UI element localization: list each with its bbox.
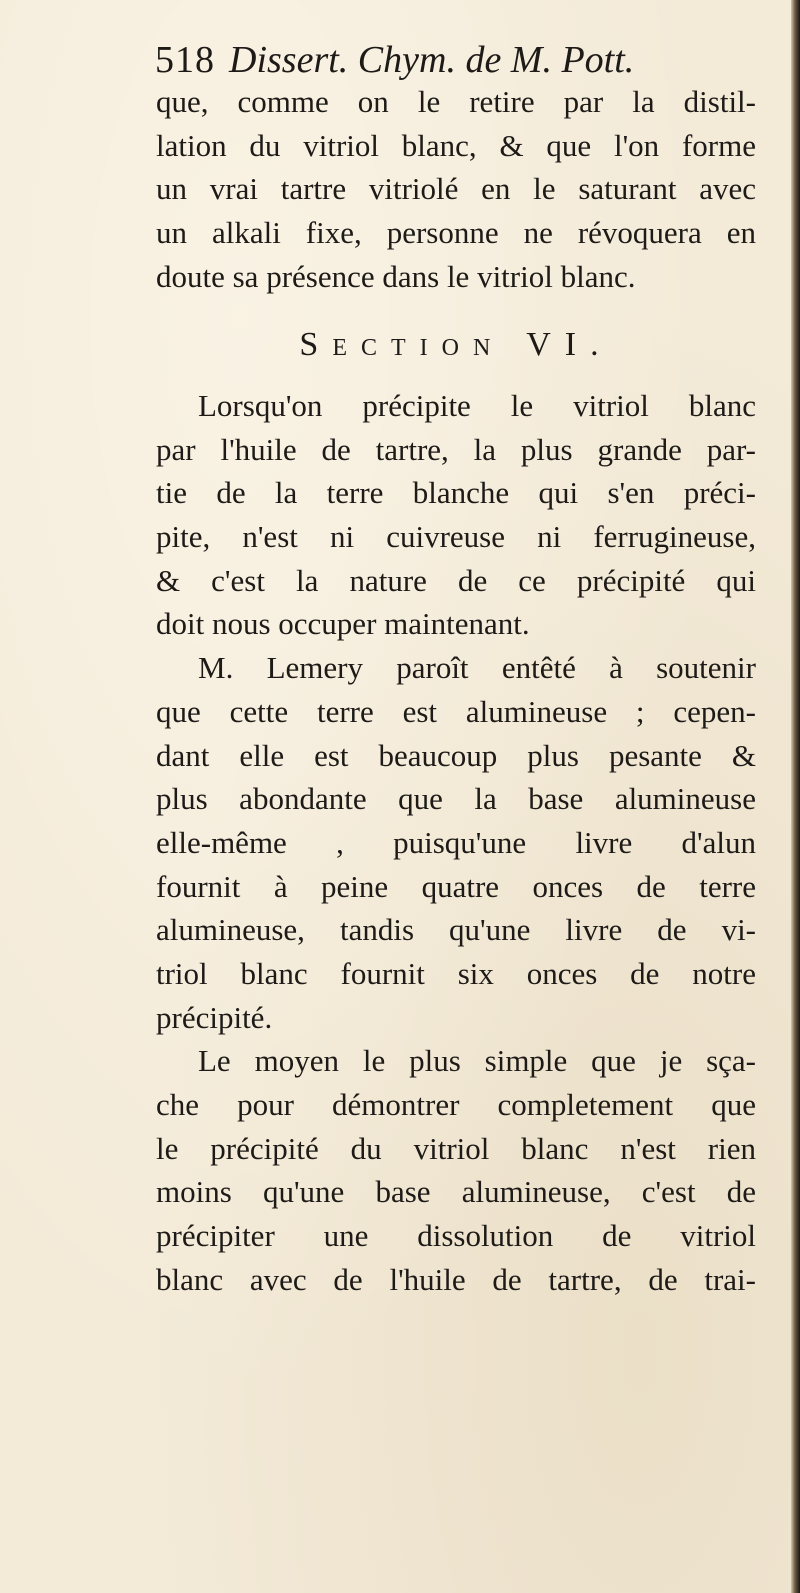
- page-number: 518: [155, 39, 215, 81]
- text-line: tie de la terre blanche qui s'en préci-: [156, 475, 756, 511]
- paragraph-continued: [156, 80, 756, 298]
- section-body: [156, 384, 756, 1301]
- text-line: moins qu'une base alumineuse, c'est de: [156, 1174, 756, 1210]
- text-line: lation du vitriol blanc, & que l'on forme: [156, 127, 756, 163]
- text-line: le précipité du vitriol blanc n'est rien: [156, 1130, 756, 1166]
- text-line: un vrai tartre vitriolé en le saturant avec: [156, 171, 756, 207]
- text-line: que, comme on le retire par la distil-: [156, 84, 756, 119]
- page-header: [155, 34, 755, 86]
- text-line: doute sa présence dans le vitriol blanc.: [156, 258, 636, 294]
- text-line: M. Lemery paroît entêté à soutenir: [198, 650, 756, 686]
- text-line: elle-même , puisqu'une livre d'alun: [156, 824, 756, 860]
- text-line: doit nous occuper maintenant.: [156, 606, 530, 642]
- text-line: pite, n'est ni cuivreuse ni ferrugineuse,: [156, 519, 756, 555]
- text-line: Lorsqu'on précipite le vitriol blanc: [198, 388, 756, 423]
- text-line: que cette terre est alumineuse ; cepen-: [156, 693, 756, 729]
- text-line: & c'est la nature de ce précipité qui: [156, 562, 756, 598]
- text-line: che pour démontrer completement que: [156, 1087, 756, 1122]
- text-line: un alkali fixe, personne ne révoquera en: [156, 215, 756, 251]
- text-line: Le moyen le plus simple que je sça-: [198, 1043, 756, 1079]
- running-title: Dissert. Chym. de M. Pott.: [229, 39, 635, 81]
- book-spine-edge: [791, 0, 800, 1593]
- text-line: triol blanc fournit six onces de notre: [156, 955, 756, 991]
- text-line: précipité.: [156, 999, 273, 1035]
- text-line: fournit à peine quatre onces de terre: [156, 868, 756, 904]
- text-line: alumineuse, tandis qu'une livre de vi-: [156, 912, 756, 948]
- text-line: par l'huile de tartre, la plus grande par-: [156, 431, 756, 467]
- section-heading: Section VI.: [299, 326, 613, 363]
- text-line: blanc avec de l'huile de tartre, de trai-: [156, 1261, 756, 1297]
- text-line: précipiter une dissolution de vitriol: [156, 1218, 756, 1254]
- text-line: dant elle est beaucoup plus pesante &: [156, 737, 756, 773]
- text-line: plus abondante que la base alumineuse: [156, 781, 756, 817]
